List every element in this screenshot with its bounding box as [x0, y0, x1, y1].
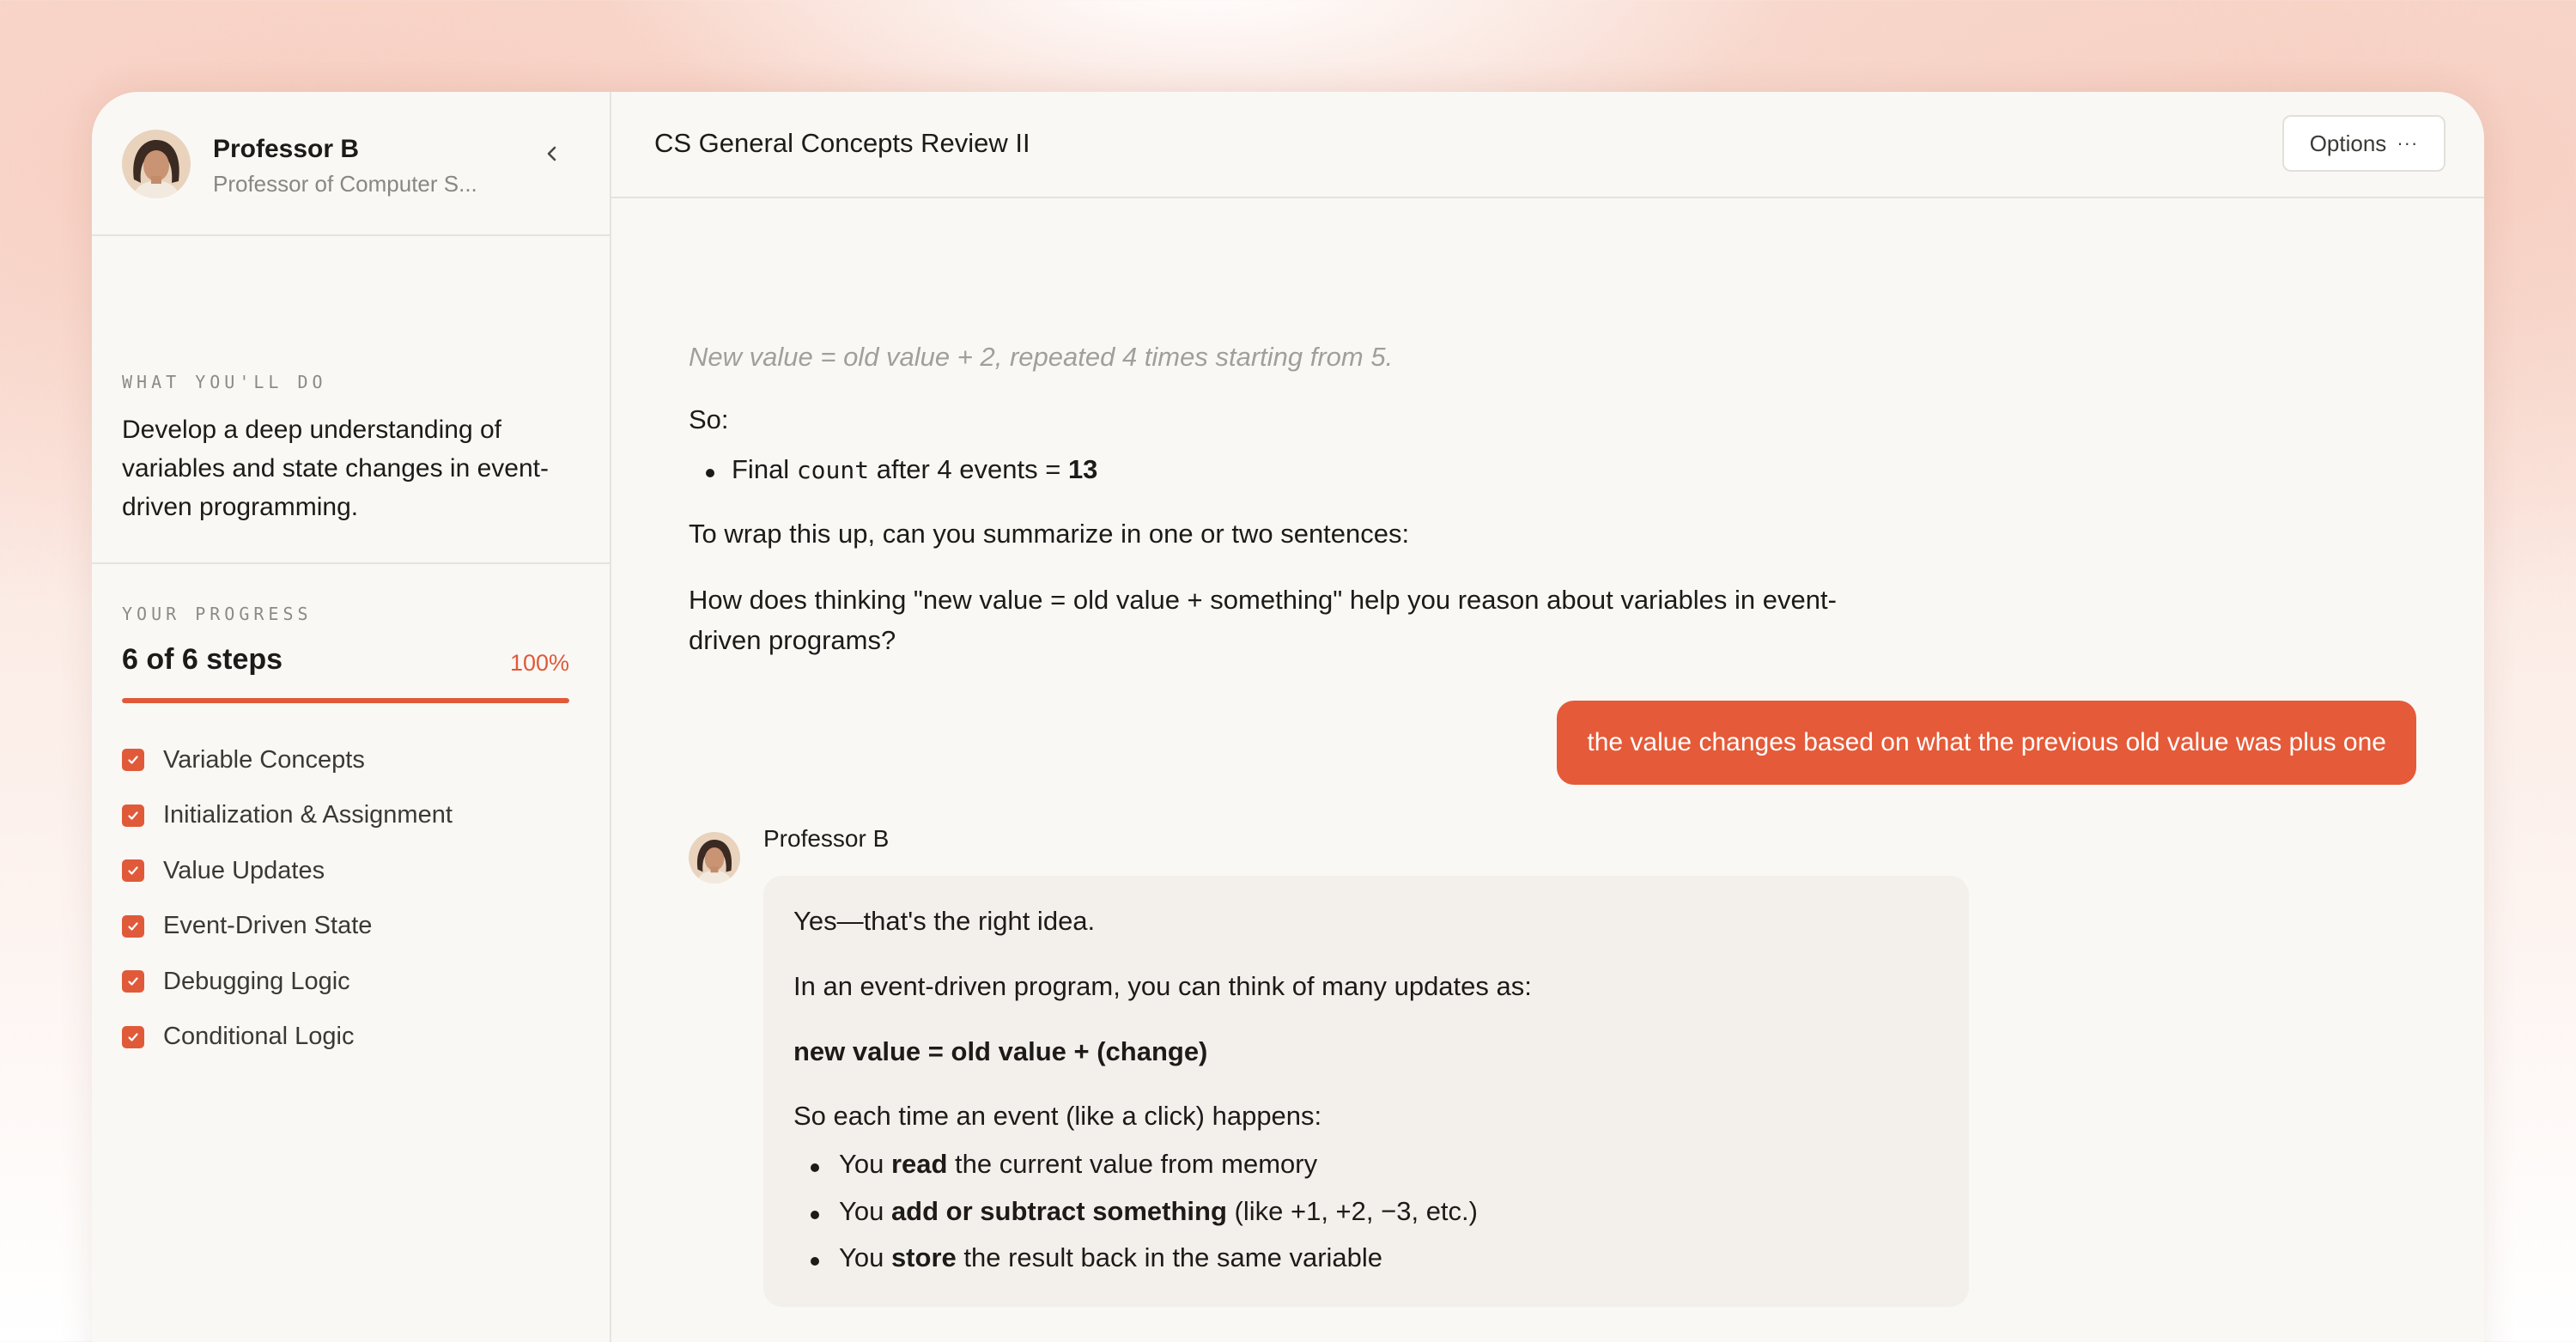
step-item[interactable]	[122, 899, 453, 955]
step-item[interactable]	[122, 843, 453, 899]
reply-line-1: Yes—that's the right idea.	[793, 906, 1096, 936]
wrap-up-line: To wrap this up, can you summarize in one or two sentences:	[689, 519, 1410, 549]
progress-bar-fill	[122, 698, 569, 703]
progress-bar	[122, 698, 569, 703]
sidebar-header	[92, 92, 610, 236]
step-label: Conditional Logic	[163, 1023, 355, 1051]
step-label: Debugging Logic	[163, 967, 350, 995]
ellipsis-icon: ···	[2397, 132, 2419, 154]
bullet-dot	[811, 1163, 819, 1172]
reply-formula: new value = old value + (change)	[793, 1036, 1208, 1066]
step-label: Event-Driven State	[163, 912, 373, 940]
step-item[interactable]	[122, 1010, 453, 1066]
progress-percent: 100%	[509, 650, 569, 676]
step-item[interactable]	[122, 788, 453, 844]
goal-kicker: WHAT YOU'LL DO	[122, 372, 327, 392]
page-title: CS General Concepts Review II	[654, 128, 1030, 158]
bullet-dot	[811, 1211, 819, 1219]
sender-name: Professor B	[763, 825, 890, 852]
checkbox-checked-icon	[122, 915, 144, 938]
step-item[interactable]	[122, 732, 453, 788]
progress-kicker: YOUR PROGRESS	[122, 604, 313, 624]
step-label: Variable Concepts	[163, 745, 365, 774]
checkbox-checked-icon	[122, 805, 144, 827]
checkbox-checked-icon	[122, 859, 144, 882]
step-label: Initialization & Assignment	[163, 801, 453, 829]
main-header	[611, 92, 2484, 198]
question-line-1: How does thinking "new value = old value + something" help you reason about variables in event-	[689, 585, 1837, 615]
reply-line-2: In an event-driven program, you can think of many updates as:	[793, 971, 1532, 1001]
collapse-sidebar-button[interactable]	[535, 137, 569, 171]
steps-count: 6 of 6 steps	[122, 643, 283, 676]
professor-title: Professor of Computer S...	[213, 171, 477, 197]
step-list	[122, 732, 453, 1065]
professor-name: Professor B	[213, 135, 360, 163]
checkbox-checked-icon	[122, 749, 144, 771]
reply-bullet: You read the current value from memory	[839, 1149, 1318, 1179]
chevron-left-icon	[544, 143, 561, 164]
bullet-dot	[706, 469, 714, 477]
bullet-dot	[811, 1257, 819, 1266]
goal-section	[92, 236, 610, 564]
final-count-line: Final count after 4 events = 13	[732, 454, 1098, 484]
avatar	[122, 130, 191, 198]
options-button[interactable]	[2282, 115, 2445, 172]
chat-thread	[611, 198, 2484, 1342]
step-label: Value Updates	[163, 856, 325, 884]
question-line-2: driven programs?	[689, 625, 896, 655]
goal-text: Develop a deep understanding of variables and state changes in event-driven programming.	[122, 416, 549, 521]
reply-bullet: You add or subtract something (like +1, +2, −3, etc.)	[839, 1196, 1478, 1226]
user-message: the value changes based on what the previous old value was plus one	[1557, 701, 2416, 785]
checkbox-checked-icon	[122, 1026, 144, 1048]
sidebar	[92, 92, 611, 1342]
options-label: Options	[2309, 130, 2387, 156]
assistant-message	[763, 876, 1969, 1307]
progress-section	[92, 564, 610, 1079]
checkbox-checked-icon	[122, 970, 144, 993]
step-item[interactable]	[122, 954, 453, 1010]
app-window	[92, 92, 2484, 1342]
main-panel	[611, 92, 2484, 1342]
so-line: So:	[689, 404, 729, 434]
avatar	[689, 832, 740, 884]
reply-bullet: You store the result back in the same variable	[839, 1242, 1383, 1272]
faded-line: New value = old value + 2, repeated 4 times starting from 5.	[689, 342, 1394, 372]
reply-line-3: So each time an event (like a click) happens:	[793, 1101, 1322, 1131]
